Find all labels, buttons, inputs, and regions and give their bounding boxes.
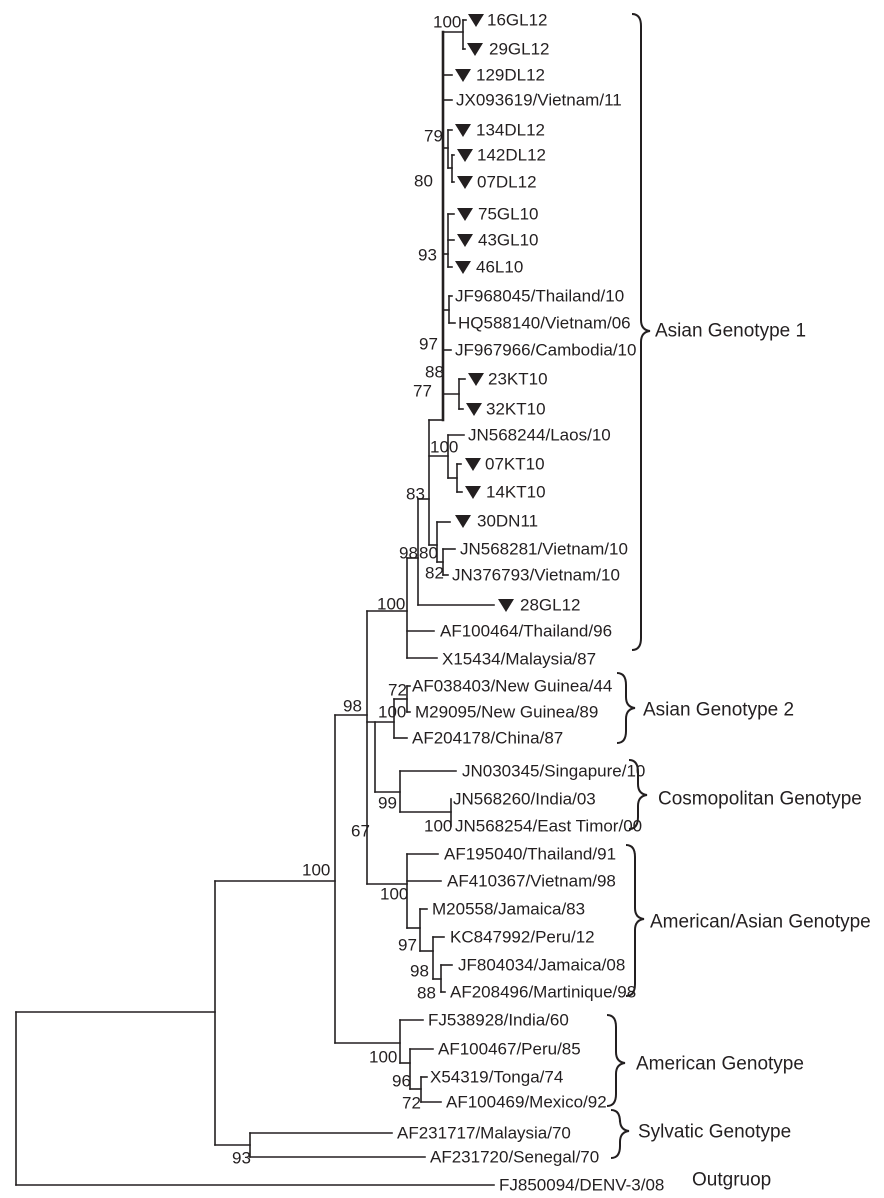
bootstrap-value: 80 xyxy=(419,543,438,563)
taxon-label: 32KT10 xyxy=(486,399,546,419)
taxon-label: JF967966/Cambodia/10 xyxy=(455,340,637,360)
taxon-marker-icon xyxy=(455,261,471,274)
bootstrap-value: 96 xyxy=(392,1071,411,1091)
bootstrap-value: 80 xyxy=(414,171,433,191)
taxon-marker-icon xyxy=(468,14,484,27)
genotype-label: American Genotype xyxy=(636,1053,804,1075)
taxon-label: JF968045/Thailand/10 xyxy=(455,286,625,306)
bootstrap-value: 100 xyxy=(380,884,409,904)
taxon-label: 14KT10 xyxy=(486,482,546,502)
taxon-label: 75GL10 xyxy=(478,204,539,224)
outgroup-label: Outgruop xyxy=(692,1169,772,1191)
taxon-label: 16GL12 xyxy=(487,10,548,30)
taxon-marker-icon xyxy=(457,234,473,247)
taxon-label: AF100467/Peru/85 xyxy=(438,1039,581,1059)
genotype-label: Asian Genotype 1 xyxy=(655,320,807,342)
taxon-label: JN568254/East Timor/00 xyxy=(455,816,643,836)
bootstrap-value: 93 xyxy=(418,245,437,265)
genotype-label: Sylvatic Genotype xyxy=(638,1121,792,1143)
taxon-label: 07KT10 xyxy=(485,454,545,474)
bootstrap-value: 97 xyxy=(419,334,438,354)
bootstrap-value: 100 xyxy=(377,594,406,614)
taxon-label: FJ538928/India/60 xyxy=(428,1010,569,1030)
taxon-label: 23KT10 xyxy=(488,369,548,389)
taxon-label: JN030345/Singapure/10 xyxy=(462,761,646,781)
taxon-marker-icon xyxy=(468,373,484,386)
taxon-label: JN376793/Vietnam/10 xyxy=(452,565,620,585)
bootstrap-value: 100 xyxy=(433,12,462,32)
bootstrap-value: 98 xyxy=(399,543,418,563)
bootstrap-value: 100 xyxy=(302,860,331,880)
taxon-label: X15434/Malaysia/87 xyxy=(442,649,597,669)
taxon-marker-icon xyxy=(457,176,473,189)
taxon-label: AF231717/Malaysia/70 xyxy=(397,1123,571,1143)
bootstrap-value: 100 xyxy=(430,437,459,457)
bootstrap-value: 98 xyxy=(343,696,362,716)
taxon-label: JX093619/Vietnam/11 xyxy=(456,90,622,110)
taxon-label: AF195040/Thailand/91 xyxy=(444,844,617,864)
clade-brace xyxy=(611,1110,629,1158)
bootstrap-value: 100 xyxy=(378,702,407,722)
taxon-label: JF804034/Jamaica/08 xyxy=(458,955,626,975)
taxon-marker-icon xyxy=(466,403,482,416)
taxon-label: 07DL12 xyxy=(477,172,537,192)
genotype-label: Cosmopolitan Genotype xyxy=(658,788,862,810)
taxon-label: JN568260/India/03 xyxy=(453,789,596,809)
taxon-marker-icon xyxy=(455,69,471,82)
taxon-label: AF100469/Mexico/92 xyxy=(446,1092,607,1112)
taxon-marker-icon xyxy=(465,486,481,499)
taxon-label: FJ850094/DENV-3/08 xyxy=(499,1175,665,1195)
taxon-label: AF410367/Vietnam/98 xyxy=(447,871,616,891)
genotype-label: American/Asian Genotype xyxy=(650,911,871,933)
bootstrap-value: 79 xyxy=(424,126,443,146)
taxon-label: JN568281/Vietnam/10 xyxy=(460,539,628,559)
taxon-marker-icon xyxy=(467,43,483,56)
bootstrap-value: 82 xyxy=(425,563,444,583)
bootstrap-value: 67 xyxy=(351,821,370,841)
taxon-label: X54319/Tonga/74 xyxy=(430,1067,564,1087)
bootstrap-value: 72 xyxy=(388,680,407,700)
taxon-label: KC847992/Peru/12 xyxy=(450,927,595,947)
bootstrap-value: 93 xyxy=(232,1148,251,1168)
taxon-label: 28GL12 xyxy=(520,595,581,615)
taxon-label: AF231720/Senegal/70 xyxy=(430,1147,600,1167)
taxon-label: M20558/Jamaica/83 xyxy=(432,899,586,919)
bootstrap-value: 72 xyxy=(402,1093,421,1113)
taxon-marker-icon xyxy=(457,149,473,162)
taxon-label: JN568244/Laos/10 xyxy=(468,425,611,445)
bootstrap-value: 83 xyxy=(406,484,425,504)
taxon-label: AF038403/New Guinea/44 xyxy=(412,676,613,696)
taxon-label: AF204178/China/87 xyxy=(412,728,564,748)
bootstrap-value: 100 xyxy=(369,1047,398,1067)
taxon-label: 134DL12 xyxy=(476,120,546,140)
taxon-marker-icon xyxy=(465,458,481,471)
taxon-label: M29095/New Guinea/89 xyxy=(415,702,599,722)
bootstrap-value: 88 xyxy=(425,362,444,382)
bootstrap-value: 97 xyxy=(398,935,417,955)
clade-brace xyxy=(632,14,650,650)
bootstrap-value: 98 xyxy=(410,961,429,981)
taxon-label: 29GL12 xyxy=(489,39,550,59)
genotype-label: Asian Genotype 2 xyxy=(643,699,795,721)
taxon-label: 142DL12 xyxy=(477,145,547,165)
taxon-label: 46L10 xyxy=(476,257,524,277)
taxon-marker-icon xyxy=(498,599,514,612)
taxon-label: AF208496/Martinique/98 xyxy=(450,982,637,1002)
taxon-label: HQ588140/Vietnam/06 xyxy=(458,313,631,333)
taxon-marker-icon xyxy=(457,208,473,221)
taxon-label: AF100464/Thailand/96 xyxy=(440,621,613,641)
taxon-marker-icon xyxy=(455,515,471,528)
clade-brace xyxy=(626,845,644,996)
clade-brace xyxy=(617,673,635,743)
bootstrap-value: 99 xyxy=(378,793,397,813)
taxon-label: 43GL10 xyxy=(478,230,539,250)
clade-brace xyxy=(607,1015,625,1106)
taxon-marker-icon xyxy=(455,124,471,137)
bootstrap-value: 100 xyxy=(424,816,453,836)
bootstrap-value: 88 xyxy=(417,983,436,1003)
bootstrap-value: 77 xyxy=(413,381,432,401)
taxon-label: 30DN11 xyxy=(477,511,539,531)
taxon-label: 129DL12 xyxy=(476,65,546,85)
